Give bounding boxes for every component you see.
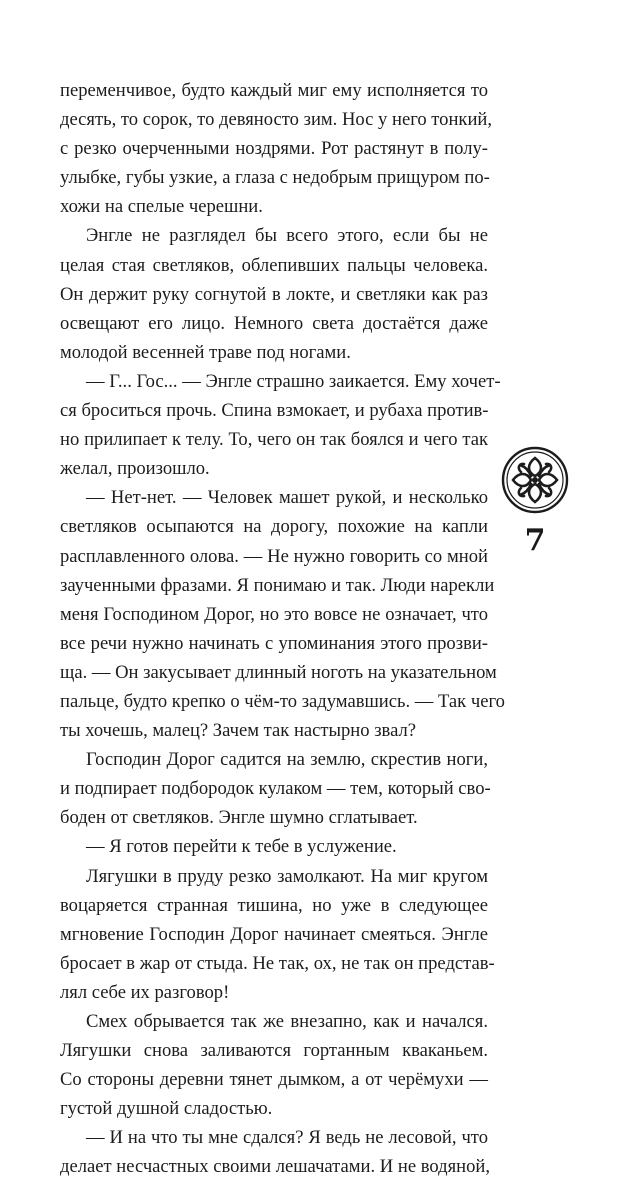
text-line: переменчивое, будто каждый миг ему исполняется то xyxy=(60,80,488,101)
text-line: улыбке, губы узкие, а глаза с недобрым прищуром по- xyxy=(60,167,490,189)
text-line: — И на что ты мне сдался? Я ведь не лесовой, что xyxy=(86,1127,488,1149)
text-line: боден от светляков. Энгле шумно сглатывает. xyxy=(60,807,418,829)
text-line: ща. — Он закусывает длинный ноготь на указательном xyxy=(60,661,497,683)
text-line: десять, то сорок, то девяносто зим. Нос у него тонкий, xyxy=(60,109,493,131)
text-line: — Нет-нет. — Человек машет рукой, и несколько xyxy=(86,487,488,509)
text-line: хожи на спелые черешни. xyxy=(60,196,263,218)
text-line: Энгле не разглядел бы всего этого, если бы не xyxy=(86,225,488,247)
text-line: делает несчастных своими лешачатами. И не водяной, xyxy=(60,1156,491,1178)
text-line: воцаряется странная тишина, но уже в следующее xyxy=(60,894,488,916)
text-line: Лягушки в пруду резко замолкают. На миг кругом xyxy=(86,865,488,887)
text-line: молодой весенней траве под ногами. xyxy=(60,341,351,363)
text-line: бросает в жар от стыда. Не так, ох, не так он представ- xyxy=(60,952,495,974)
text-line: пальце, будто крепко о чём-то задумавшись. — Так чего xyxy=(60,690,505,712)
text-line: ты хочешь, малец? Зачем так настырно звал? xyxy=(60,720,417,742)
text-line: ся броситься прочь. Спина взмокает, и рубаха против- xyxy=(60,400,489,422)
text-line: — Я готов перейти к тебе в услужение. xyxy=(86,836,397,858)
text-line: Смех обрывается так же внезапно, как и начался. xyxy=(86,1011,488,1032)
text-line: и подпирает подбородок кулаком — тем, который сво- xyxy=(60,778,491,800)
text-line: освещают его лицо. Немного света достаётся даже xyxy=(60,312,488,334)
text-line: заученными фразами. Я понимаю и так. Люди нарекли xyxy=(60,574,495,596)
text-line: целая стая светляков, облепивших пальцы человека. xyxy=(60,254,488,276)
celtic-knot-icon xyxy=(501,446,569,514)
text-line: желал, произошло. xyxy=(60,458,210,480)
page-number: 7 xyxy=(524,523,546,558)
text-line: густой душной сладостью. xyxy=(60,1098,273,1120)
text-line: светляков осыпаются на дорогу, похожие на капли xyxy=(60,516,488,538)
text-line: с резко очерченными ноздрями. Рот растянут в полу- xyxy=(60,138,488,160)
text-line: расплавленного олова. — Не нужно говорить со мной xyxy=(60,545,488,567)
text-line: все речи нужно начинать с упоминания этого прозви- xyxy=(60,632,488,654)
text-line: меня Господином Дорог, но это вовсе не означает, что xyxy=(60,603,488,625)
body-text xyxy=(60,76,505,1182)
text-line: но прилипает к телу. То, чего он так боялся и чего так xyxy=(60,429,488,451)
text-line: Он держит руку согнутой в локте, и светляки как раз xyxy=(60,283,488,305)
text-line: Лягушки снова заливаются гортанным кваканьем. xyxy=(60,1040,488,1062)
text-line: Господин Дорог садится на землю, скрестив ноги, xyxy=(86,749,488,771)
text-line: мгновение Господин Дорог начинает смеяться. Энгле xyxy=(60,923,488,945)
text-line: Со стороны деревни тянет дымком, а от черёмухи — xyxy=(60,1069,488,1091)
text-line: — Г... Гос... — Энгле страшно заикается. Ему хочет- xyxy=(86,370,501,392)
text-line: лял себе их разговор! xyxy=(60,981,230,1003)
